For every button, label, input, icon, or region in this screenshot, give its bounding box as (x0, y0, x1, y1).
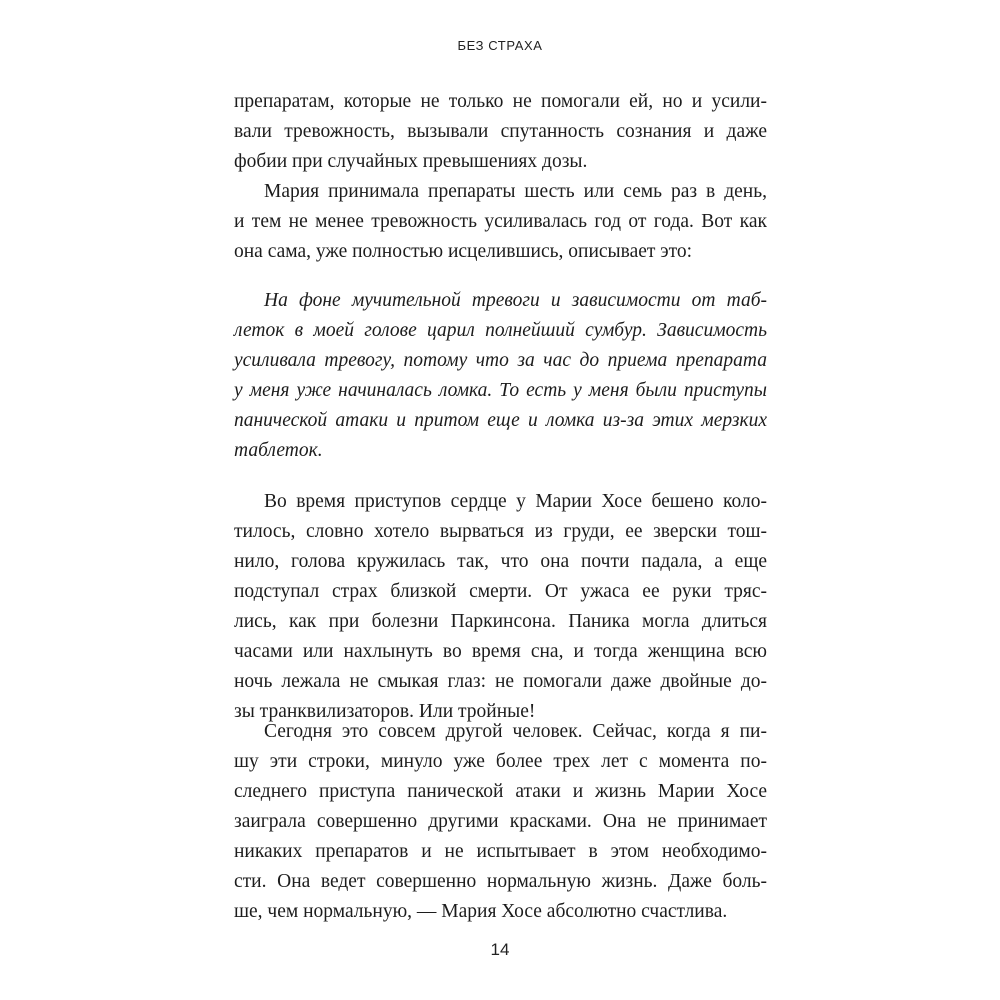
text-line: никаких препаратов и не испытывает в этом необходимо- (234, 841, 767, 862)
text-line: препаратам, которые не только не помогали ей, но и усили- (234, 91, 767, 112)
text-line: тилось, словно хотело вырваться из груди, ее зверски тош- (234, 521, 767, 542)
text-line: она сама, уже полностью исцелившись, описывает это: (234, 241, 693, 262)
text-line: часами или нахлынуть во время сна, и тогда женщина всю (234, 641, 767, 662)
text-line: нило, голова кружилась так, что она почти падала, а еще (234, 551, 767, 572)
block-quote (234, 286, 767, 466)
quote-line: у меня уже начиналась ломка. То есть у меня были приступы (234, 380, 767, 401)
text-line: вали тревожность, вызывали спутанность сознания и даже (234, 121, 767, 142)
text-line: ше, чем нормальную, — Мария Хосе абсолютно счастлива. (234, 901, 728, 922)
text-line: заиграла совершенно другими красками. Она не принимает (234, 811, 767, 832)
paragraph-symptoms (234, 487, 767, 727)
paragraph-maria-intake (234, 177, 767, 267)
quote-line: панической атаки и притом еще и ломка из-за этих мерзких (234, 410, 767, 431)
paragraph-recovery (234, 717, 767, 927)
quote-line: таблеток. (234, 440, 323, 461)
quote-line: На фоне мучительной тревоги и зависимости от таб- (264, 290, 767, 311)
text-line: ночь лежала не смыкая глаз: не помогали даже двойные до- (234, 671, 767, 692)
text-line: фобии при случайных превышениях дозы. (234, 151, 588, 172)
text-line: Мария принимала препараты шесть или семь раз в день, (264, 181, 767, 202)
text-line: Во время приступов сердце у Марии Хосе бешено коло- (264, 491, 767, 512)
quote-line: леток в моей голове царил полнейший сумбур. Зависимость (234, 320, 767, 341)
paragraph-continuation (234, 87, 767, 177)
quote-line: усиливала тревогу, потому что за час до приема препарата (234, 350, 767, 371)
text-line: Сегодня это совсем другой человек. Сейчас, когда я пи- (264, 721, 767, 742)
text-line: лись, как при болезни Паркинсона. Паника могла длиться (234, 611, 767, 632)
running-head: БЕЗ СТРАХА (457, 38, 543, 53)
text-line: подступал страх близкой смерти. От ужаса ее руки тряс- (234, 581, 767, 602)
text-line: зы транквилизаторов. Или тройные! (234, 701, 536, 722)
text-line: и тем не менее тревожность усиливалась год от года. Вот как (234, 211, 767, 232)
text-line: сти. Она ведет совершенно нормальную жизнь. Даже боль- (234, 871, 767, 892)
text-line: шу эти строки, минуло уже более трех лет с момента по- (234, 751, 767, 772)
text-line: следнего приступа панической атаки и жизнь Марии Хосе (234, 781, 767, 802)
page-number: 14 (490, 940, 510, 959)
